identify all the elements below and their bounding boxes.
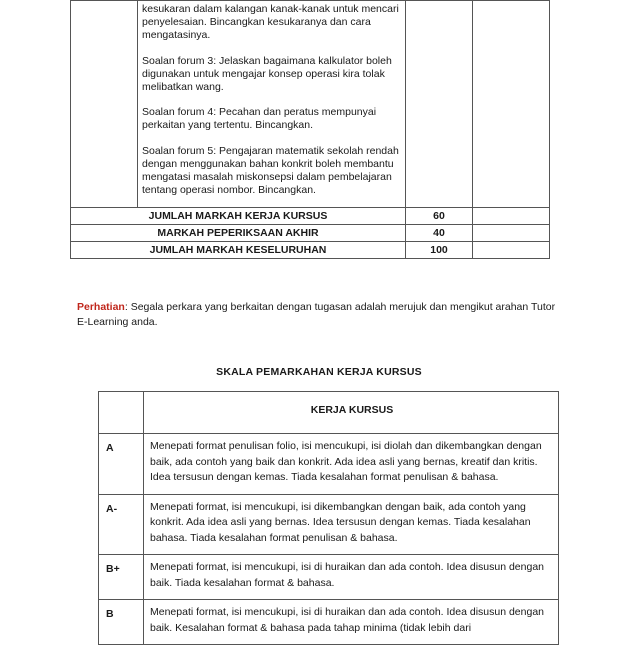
grading-header-row (99, 392, 559, 434)
forum-text-continued: kesukaran dalam kalangan kanak-kanak untuk mencari penyelesaian. Bincangkan kesukaranya dan cara mengatasinya. (142, 3, 399, 41)
total-value: 60 (406, 207, 473, 224)
grade-row (99, 494, 559, 555)
grade-description: Menepati format, isi mencukupi, isi di huraikan dan ada contoh. Idea disusun dengan baik. Kesalahan format & bahasa pada tahap minima (tidak lebih dari (144, 600, 559, 645)
attention-note (77, 300, 557, 330)
total-label: MARKAH PEPERIKSAAN AKHIR (71, 224, 406, 241)
total-label: JUMLAH MARKAH KESELURUHAN (71, 241, 406, 258)
grade-label: B+ (99, 555, 144, 600)
grading-scale-table (98, 391, 559, 645)
grade-description: Menepati format, isi mencukupi, isi di huraikan dan ada contoh. Idea disusun dengan baik. Tiada kesalahan format & bahasa. (144, 555, 559, 600)
attention-text: : Segala perkara yang berkaitan dengan tugasan adalah merujuk dan mengikut arahan Tutor E-Learning anda. (77, 301, 556, 328)
grade-label: A (99, 434, 144, 495)
grade-row (99, 600, 559, 645)
forum-questions-cell (138, 1, 406, 208)
total-row-exam (71, 224, 550, 241)
grade-row (99, 434, 559, 495)
forum-question-4: Soalan forum 4: Pecahan dan peratus mempunyai perkaitan yang tertentu. Bincangkan. (142, 106, 377, 132)
assessment-table (70, 0, 550, 259)
grade-label: B (99, 600, 144, 645)
total-row-coursework (71, 207, 550, 224)
forum-row (71, 1, 550, 208)
grade-description: Menepati format penulisan folio, isi mencukupi, isi diolah dan dikembangkan dengan baik, ada contoh yang baik dan konkrit. Ada idea asli yang bernas, kreatif dan kritis. Idea tersusun dengan kemas. Tiada kesalahan format penulisan & bahasa. (144, 434, 559, 495)
scale-title: SKALA PEMARKAHAN KERJA KURSUS (216, 366, 422, 378)
total-value: 40 (406, 224, 473, 241)
total-value: 100 (406, 241, 473, 258)
grade-label: A- (99, 494, 144, 555)
grade-description: Menepati format, isi mencukupi, isi dikembangkan dengan baik, ada contoh yang konkrit. Ada idea asli yang bernas. Idea tersusun dengan kemas. Tiada kesalahan bahasa. Tiada kesalahan format penulisan & bahasa. (144, 494, 559, 555)
forum-question-3: Soalan forum 3: Jelaskan bagaimana kalkulator boleh digunakan untuk mengajar konsep operasi kira tolak melibatkan wang. (142, 54, 392, 93)
attention-label: Perhatian (77, 301, 125, 313)
total-label: JUMLAH MARKAH KERJA KURSUS (71, 207, 406, 224)
grade-row (99, 555, 559, 600)
grading-header: KERJA KURSUS (144, 392, 559, 434)
forum-question-5: Soalan forum 5: Pengajaran matematik sekolah rendah dengan menggunakan bahan konkrit boleh membantu mengatasi masalah miskonsepsi dalam pembelajaran tentang operasi nombor. Bincangkan. (142, 145, 399, 196)
total-row-overall (71, 241, 550, 258)
